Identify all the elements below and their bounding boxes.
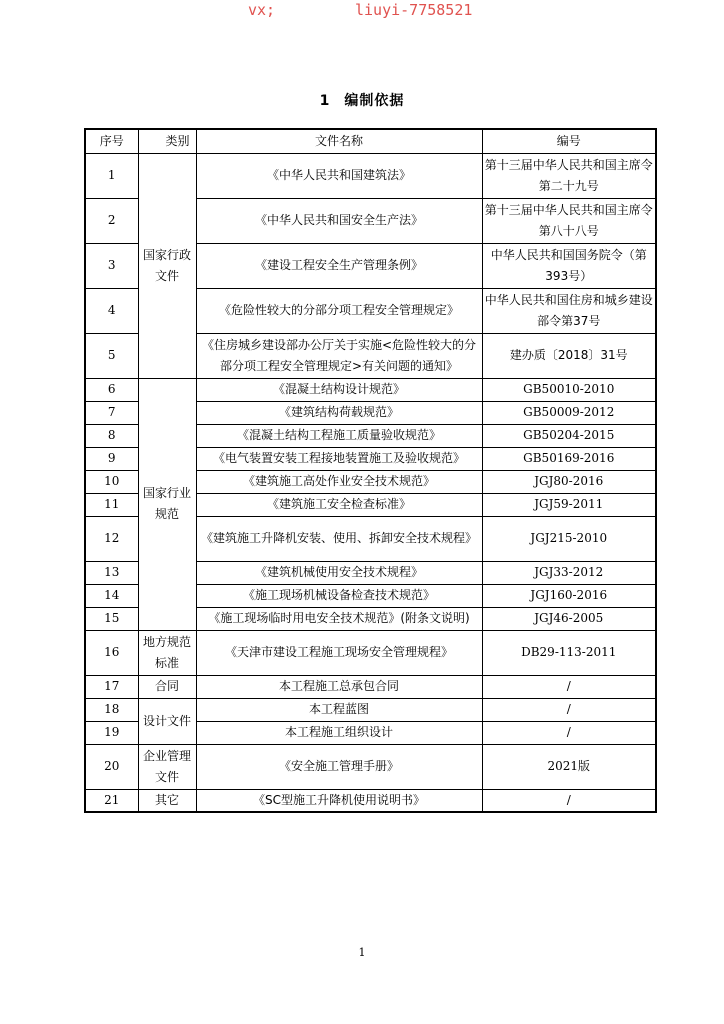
row-name: 《SC型施工升降机使用说明书》 [196, 789, 482, 812]
row-code: 第十三届中华人民共和国主席令第二十九号 [482, 153, 656, 198]
row-index: 12 [85, 516, 138, 561]
row-name: 《建筑结构荷载规范》 [196, 401, 482, 424]
category-other: 其它 [138, 789, 196, 812]
row-index: 8 [85, 424, 138, 447]
row-name: 《建筑施工高处作业安全技术规范》 [196, 470, 482, 493]
row-name: 《中华人民共和国安全生产法》 [196, 198, 482, 243]
row-index: 11 [85, 493, 138, 516]
row-name: 《施工现场临时用电安全技术规范》(附条文说明) [196, 607, 482, 630]
row-index: 9 [85, 447, 138, 470]
row-name: 本工程施工组织设计 [196, 721, 482, 744]
category-national-admin: 国家行政文件 [138, 153, 196, 378]
table-row [85, 675, 656, 698]
watermark-left: vx; [248, 1, 276, 19]
table-row [85, 630, 656, 675]
row-name: 《建筑施工安全检查标准》 [196, 493, 482, 516]
watermark [0, 0, 724, 22]
row-name: 《危险性较大的分部分项工程安全管理规定》 [196, 288, 482, 333]
row-code: JGJ46-2005 [482, 607, 656, 630]
header-code: 编号 [482, 129, 656, 153]
category-enterprise: 企业管理文件 [138, 744, 196, 789]
section-title [0, 90, 724, 110]
table-row [85, 378, 656, 401]
row-name: 《天津市建设工程施工现场安全管理规程》 [196, 630, 482, 675]
row-code: 第十三届中华人民共和国主席令第八十八号 [482, 198, 656, 243]
row-code: JGJ160-2016 [482, 584, 656, 607]
row-name: 《安全施工管理手册》 [196, 744, 482, 789]
row-code: JGJ215-2010 [482, 516, 656, 561]
row-index: 4 [85, 288, 138, 333]
row-name: 《建筑施工升降机安装、使用、拆卸安全技术规程》 [196, 516, 482, 561]
row-code: GB50204-2015 [482, 424, 656, 447]
row-index: 5 [85, 333, 138, 378]
row-index: 15 [85, 607, 138, 630]
row-index: 2 [85, 198, 138, 243]
row-index: 14 [85, 584, 138, 607]
header-category: 类别 [138, 129, 196, 153]
row-name: 《混凝土结构设计规范》 [196, 378, 482, 401]
row-index: 1 [85, 153, 138, 198]
row-index: 19 [85, 721, 138, 744]
header-index: 序号 [85, 129, 138, 153]
row-code: DB29-113-2011 [482, 630, 656, 675]
row-code: / [482, 721, 656, 744]
row-name: 《建筑机械使用安全技术规程》 [196, 561, 482, 584]
row-name: 本工程施工总承包合同 [196, 675, 482, 698]
row-code: 建办质〔2018〕31号 [482, 333, 656, 378]
table-row [85, 698, 656, 721]
watermark-right: liuyi-7758521 [355, 1, 473, 19]
row-index: 18 [85, 698, 138, 721]
section-number: 1 [319, 93, 331, 109]
row-name: 本工程蓝图 [196, 698, 482, 721]
row-code: JGJ80-2016 [482, 470, 656, 493]
table-row [85, 744, 656, 789]
row-name: 《混凝土结构工程施工质量验收规范》 [196, 424, 482, 447]
row-index: 6 [85, 378, 138, 401]
category-local: 地方规范标准 [138, 630, 196, 675]
row-code: / [482, 698, 656, 721]
row-code: / [482, 675, 656, 698]
row-index: 17 [85, 675, 138, 698]
row-name: 《施工现场机械设备检查技术规范》 [196, 584, 482, 607]
row-index: 10 [85, 470, 138, 493]
category-national-industry: 国家行业规范 [138, 378, 196, 630]
category-design: 设计文件 [138, 698, 196, 744]
row-name: 《住房城乡建设部办公厅关于实施<危险性较大的分部分项工程安全管理规定>有关问题的通知》 [196, 333, 482, 378]
row-index: 7 [85, 401, 138, 424]
table-row [85, 153, 656, 198]
basis-table [84, 128, 657, 813]
row-code: GB50169-2016 [482, 447, 656, 470]
section-title-text: 编制依据 [344, 93, 405, 109]
table-header-row [85, 129, 656, 153]
row-code: JGJ59-2011 [482, 493, 656, 516]
row-code: 中华人民共和国住房和城乡建设部令第37号 [482, 288, 656, 333]
row-code: 2021版 [482, 744, 656, 789]
row-name: 《电气装置安装工程接地装置施工及验收规范》 [196, 447, 482, 470]
row-code: GB50009-2012 [482, 401, 656, 424]
row-index: 16 [85, 630, 138, 675]
page-number: 1 [358, 946, 366, 959]
row-code: GB50010-2010 [482, 378, 656, 401]
row-code: / [482, 789, 656, 812]
table-row [85, 789, 656, 812]
row-code: 中华人民共和国国务院令（第393号） [482, 243, 656, 288]
row-name: 《中华人民共和国建筑法》 [196, 153, 482, 198]
row-index: 21 [85, 789, 138, 812]
header-name: 文件名称 [196, 129, 482, 153]
row-code: JGJ33-2012 [482, 561, 656, 584]
row-index: 20 [85, 744, 138, 789]
category-contract: 合同 [138, 675, 196, 698]
row-index: 13 [85, 561, 138, 584]
row-name: 《建设工程安全生产管理条例》 [196, 243, 482, 288]
row-index: 3 [85, 243, 138, 288]
